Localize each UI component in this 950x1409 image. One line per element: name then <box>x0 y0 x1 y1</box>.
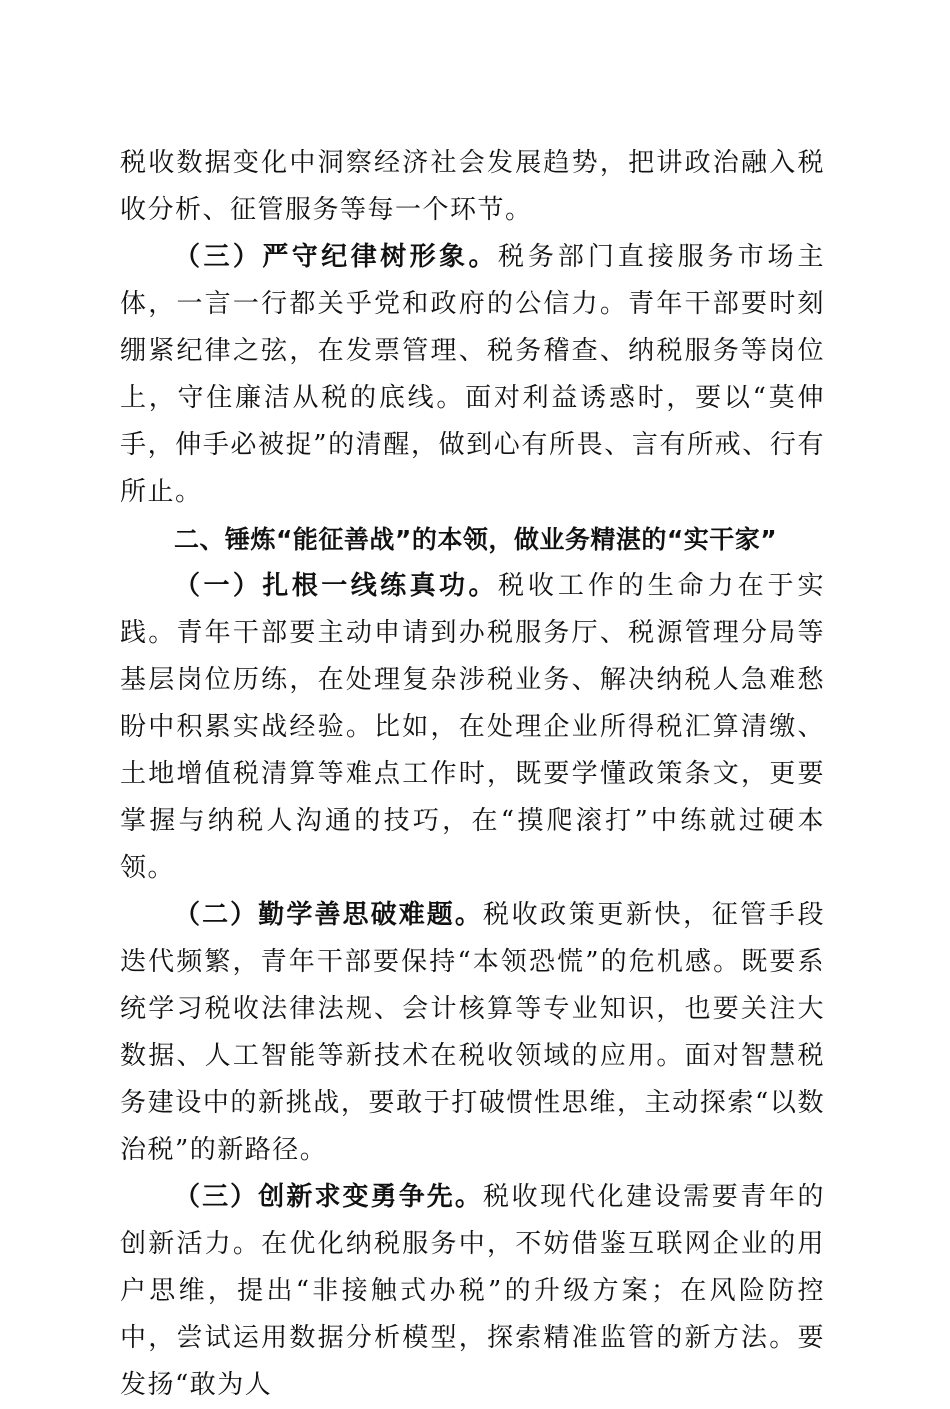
document-body <box>120 140 825 1409</box>
paragraph-text: 税务部门直接服务市场主体，一言一行都关乎党和政府的公信力。青年干部要时刻绷紧纪律之弦，在发票管理、税务稽查、纳税服务等岗位上，守住廉洁从税的底线。面对利益诱惑时，要以“莫伸手，伸手必被捉”的清醒，做到心有所畏、言有所戒、行有所止。 <box>120 242 825 507</box>
paragraph-discipline <box>120 234 825 516</box>
paragraph-text: 税收数据变化中洞察经济社会发展趋势，把讲政治融入税收分析、征管服务等每一个环节。 <box>120 148 825 225</box>
paragraph-text: 税收现代化建设需要青年的创新活力。在优化纳税服务中，不妨借鉴互联网企业的用户思维，提出“非接触式办税”的升级方案；在风险防控中，尝试运用数据分析模型，探索精准监管的新方法。要发扬“敢为人 <box>120 1182 825 1400</box>
paragraph-study <box>120 892 825 1174</box>
section-heading-2: 二、锤炼“能征善战”的本领，做业务精湛的“实干家” <box>174 525 778 554</box>
paragraph-lead: （一）扎根一线练真功。 <box>174 571 498 601</box>
paragraph-lead: （三）严守纪律树形象。 <box>174 242 498 272</box>
paragraph-lead: （二）勤学善思破难题。 <box>174 900 483 930</box>
paragraph-text: 税收政策更新快，征管手段迭代频繁，青年干部要保持“本领恐慌”的危机感。既要系统学习税收法律法规、会计核算等专业知识，也要关注大数据、人工智能等新技术在税收领域的应用。面对智慧税务建设中的新挑战，要敢于打破惯性思维，主动探索“以数治税”的新路径。 <box>120 900 825 1165</box>
paragraph-text: 税收工作的生命力在于实践。青年干部要主动申请到办税服务厅、税源管理分局等基层岗位历练，在处理复杂涉税业务、解决纳税人急难愁盼中积累实战经验。比如，在处理企业所得税汇算清缴、土地增值税清算等难点工作时，既要学懂政策条文，更要掌握与纳税人沟通的技巧，在“摸爬滚打”中练就过硬本领。 <box>120 571 825 883</box>
paragraph-lead: （三）创新求变勇争先。 <box>174 1182 483 1212</box>
paragraph-innovation <box>120 1174 825 1409</box>
paragraph-frontline <box>120 563 825 892</box>
paragraph-continuation <box>120 140 825 234</box>
